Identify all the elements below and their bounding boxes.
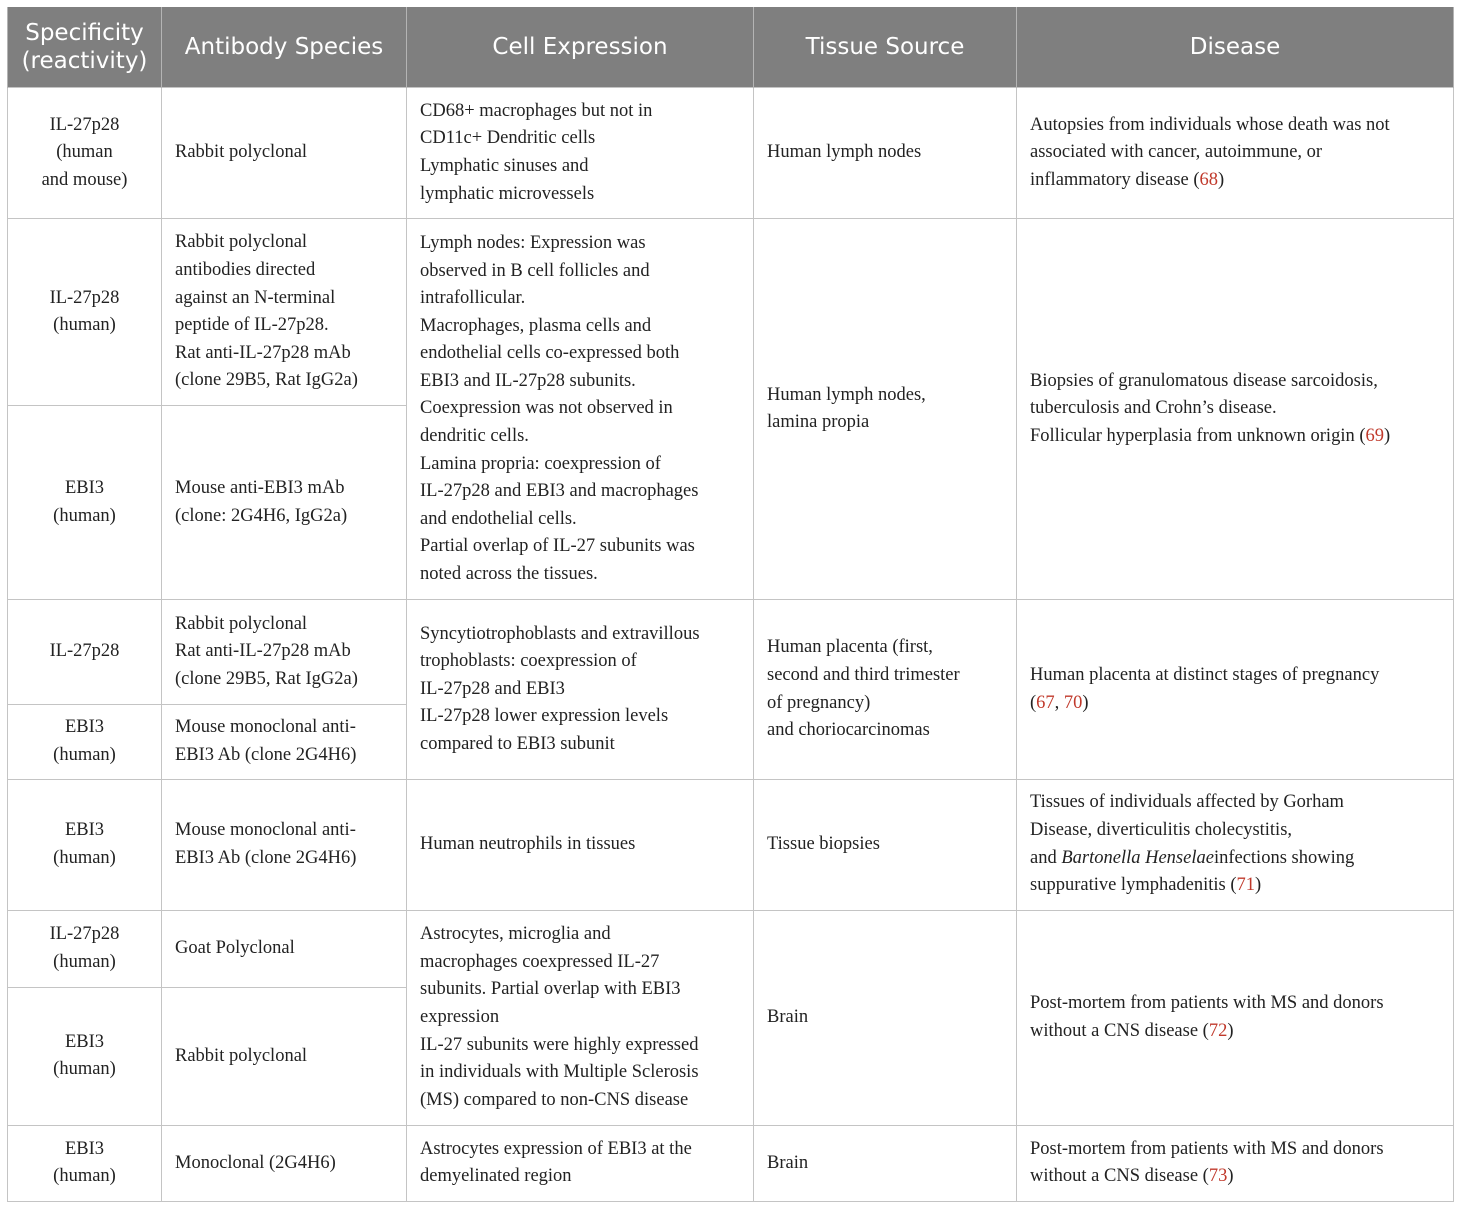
cell-expression-line: demyelinated region <box>420 1166 572 1187</box>
specificity-line: (human) <box>53 315 116 336</box>
antibody-species-line: antibodies directed <box>175 260 316 280</box>
disease-text: without a CNS disease ( <box>1030 1166 1209 1187</box>
header-tissue-source: Tissue Source <box>754 7 1017 88</box>
specificity-line: IL-27p28 <box>49 114 120 135</box>
cell-expression-cell <box>407 219 754 600</box>
cell-expression-line: Lymphatic sinuses and <box>420 156 589 177</box>
disease-text: ( <box>1030 692 1037 713</box>
table-row <box>8 600 1454 704</box>
cell-expression-line: Human neutrophils in tissues <box>420 833 636 854</box>
antibody-species-line: (clone: 2G4H6, IgG2a) <box>175 505 348 526</box>
disease-text: without a CNS disease ( <box>1030 1020 1209 1041</box>
disease-text: ) <box>1384 426 1391 447</box>
disease-cell <box>1017 910 1454 1125</box>
cell-expression-line: Astrocytes expression of EBI3 at the <box>420 1138 692 1159</box>
cell-expression-line: EBI3 and IL-27p28 subunits. <box>420 370 636 391</box>
disease-text: ) <box>1227 1166 1234 1187</box>
antibody-species-line: peptide of IL-27p28. <box>175 315 329 336</box>
disease-text: infections showing <box>1213 847 1355 868</box>
specificity-cell <box>8 987 162 1125</box>
cell-expression-line: intrafollicular. <box>420 288 526 309</box>
cell-expression-cell <box>407 88 754 219</box>
antibody-species-line: (clone 29B5, Rat IgG2a) <box>175 668 358 689</box>
antibody-species-cell <box>162 987 407 1125</box>
antibody-species-line: Rabbit polyclonal <box>175 1045 308 1066</box>
antibody-species-line: Mouse monoclonal anti- <box>175 716 356 737</box>
disease-line <box>1030 423 1440 451</box>
tissue-source-line: Human placenta (first, <box>767 637 933 658</box>
reference-link[interactable]: 67 <box>1036 692 1055 713</box>
antibody-species-cell <box>162 219 407 406</box>
disease-text: Follicular hyperplasia from unknown origin ( <box>1030 426 1366 447</box>
cell-expression-line: (MS) compared to non-CNS disease <box>420 1089 689 1110</box>
tissue-source-line: Human lymph nodes <box>767 142 922 163</box>
disease-line: (67, 70) <box>1030 692 1089 713</box>
disease-text: ) <box>1218 169 1225 190</box>
disease-line <box>1030 167 1440 195</box>
specificity-line: (human) <box>53 1166 116 1187</box>
antibody-species-line: Rabbit polyclonal <box>175 142 308 163</box>
reference-link[interactable]: 70 <box>1063 692 1083 713</box>
disease-line: Human placenta at distinct stages of pregnancy <box>1030 664 1380 685</box>
specificity-line: (human) <box>53 744 116 765</box>
reference-link[interactable]: 72 <box>1208 1020 1228 1041</box>
table-row <box>8 910 1454 987</box>
antibody-species-line: Rat anti-IL-27p28 mAb <box>175 641 351 662</box>
cell-expression-line: IL-27 subunits were highly expressed <box>420 1034 699 1055</box>
species-name: Bartonella Henselae <box>1061 847 1214 868</box>
disease-text: inflammatory disease ( <box>1030 169 1200 190</box>
specificity-line: (human) <box>53 505 116 526</box>
tissue-source-cell <box>754 779 1017 910</box>
cell-expression-line: CD68+ macrophages but not in <box>420 100 653 121</box>
antibody-species-cell <box>162 1125 407 1201</box>
cell-expression-line: Lamina propria: coexpression of <box>420 453 661 474</box>
disease-cell <box>1017 779 1454 910</box>
header-antibody-species: Antibody Species <box>162 7 407 88</box>
cell-expression-line: compared to EBI3 subunit <box>420 733 615 754</box>
disease-line: Tissues of individuals affected by Gorham <box>1030 792 1344 813</box>
tissue-source-line: and choriocarcinomas <box>767 720 930 741</box>
data-table <box>7 7 1454 1202</box>
cell-expression-line: noted across the tissues. <box>420 564 598 585</box>
disease-line <box>1030 845 1440 873</box>
specificity-cell <box>8 910 162 987</box>
disease-line: Post-mortem from patients with MS and donors <box>1030 993 1384 1014</box>
cell-expression-line: IL-27p28 and EBI3 and macrophages <box>420 481 699 502</box>
specificity-cell <box>8 600 162 704</box>
specificity-cell <box>8 88 162 219</box>
antibody-species-line: against an N-terminal <box>175 287 336 308</box>
antibody-species-line: Goat Polyclonal <box>175 937 295 958</box>
tissue-source-line: Tissue biopsies <box>767 833 880 854</box>
antibody-species-line: EBI3 Ab (clone 2G4H6) <box>175 847 357 868</box>
specificity-line: EBI3 <box>64 478 105 499</box>
disease-line: Autopsies from individuals whose death was not <box>1030 114 1390 135</box>
tissue-source-line: of pregnancy) <box>767 692 871 713</box>
disease-line <box>1030 1163 1440 1191</box>
cell-expression-line: lymphatic microvessels <box>420 183 595 204</box>
cell-expression-line: CD11c+ Dendritic cells <box>420 128 596 149</box>
antibody-species-cell <box>162 600 407 704</box>
specificity-line: (human) <box>53 951 116 972</box>
header-specificity: Specificity (reactivity) <box>8 7 162 88</box>
tissue-source-line: Human lymph nodes, <box>767 384 926 405</box>
cell-expression-line: Partial overlap of IL-27 subunits was <box>420 536 695 557</box>
antibody-species-line: Mouse monoclonal anti- <box>175 820 356 841</box>
antibody-species-cell <box>162 406 407 600</box>
specificity-line: (human) <box>53 1059 116 1080</box>
cell-expression-line: observed in B cell follicles and <box>420 260 650 281</box>
header-cell-expression: Cell Expression <box>407 7 754 88</box>
header-row <box>8 7 1454 88</box>
reference-link[interactable]: 71 <box>1236 875 1256 896</box>
disease-line: Biopsies of granulomatous disease sarcoidosis, <box>1030 370 1378 391</box>
tissue-source-cell <box>754 88 1017 219</box>
disease-line: tuberculosis and Crohn’s disease. <box>1030 398 1277 419</box>
disease-text: ) <box>1255 875 1262 896</box>
antibody-species-line: Mouse anti-EBI3 mAb <box>175 478 345 499</box>
specificity-line: IL-27p28 <box>49 924 120 945</box>
disease-text: and <box>1030 847 1062 868</box>
cell-expression-cell <box>407 600 754 779</box>
reference-link[interactable]: 68 <box>1199 169 1219 190</box>
antibody-species-cell <box>162 704 407 779</box>
disease-cell <box>1017 219 1454 600</box>
tissue-source-line: lamina propia <box>767 412 870 433</box>
table-row <box>8 88 1454 219</box>
disease-text: ) <box>1227 1020 1234 1041</box>
disease-text: suppurative lymphadenitis ( <box>1030 875 1237 896</box>
cell-expression-cell <box>407 910 754 1125</box>
cell-expression-line: Syncytiotrophoblasts and extravillous <box>420 623 700 644</box>
disease-line: associated with cancer, autoimmune, or <box>1030 142 1323 163</box>
table-row <box>8 1125 1454 1201</box>
disease-cell <box>1017 1125 1454 1201</box>
specificity-cell <box>8 406 162 600</box>
antibody-species-line: Rabbit polyclonal <box>175 613 308 634</box>
specificity-cell <box>8 219 162 406</box>
cell-expression-cell <box>407 779 754 910</box>
cell-expression-line: Macrophages, plasma cells and <box>420 315 652 336</box>
tissue-source-cell <box>754 600 1017 779</box>
disease-cell <box>1017 88 1454 219</box>
specificity-line: EBI3 <box>64 716 105 737</box>
specificity-line: EBI3 <box>64 820 105 841</box>
disease-line: Disease, diverticulitis cholecystitis, <box>1030 820 1293 841</box>
antibody-species-cell <box>162 88 407 219</box>
disease-line <box>1030 1018 1440 1046</box>
antibody-species-cell <box>162 779 407 910</box>
antibody-species-line: EBI3 Ab (clone 2G4H6) <box>175 744 357 765</box>
antibody-species-line: Monoclonal (2G4H6) <box>175 1152 336 1173</box>
cell-expression-line: Coexpression was not observed in <box>420 398 673 419</box>
antibody-species-cell <box>162 910 407 987</box>
tissue-source-cell <box>754 219 1017 600</box>
specificity-cell <box>8 704 162 779</box>
specificity-cell <box>8 779 162 910</box>
header-disease: Disease <box>1017 7 1454 88</box>
specificity-line: and mouse) <box>41 169 128 190</box>
disease-text: ) <box>1082 692 1089 713</box>
table-row <box>8 219 1454 406</box>
cell-expression-line: in individuals with Multiple Sclerosis <box>420 1062 699 1083</box>
disease-line: Post-mortem from patients with MS and donors <box>1030 1138 1384 1159</box>
tissue-source-line: second and third trimester <box>767 664 960 685</box>
antibody-species-line: (clone 29B5, Rat IgG2a) <box>175 370 358 391</box>
specificity-line: IL-27p28 <box>49 287 120 308</box>
cell-expression-line: macrophages coexpressed IL-27 <box>420 951 660 972</box>
tissue-source-line: Brain <box>767 1152 809 1173</box>
cell-expression-line: dendritic cells. <box>420 426 529 447</box>
antibody-species-line: Rabbit polyclonal <box>175 232 308 253</box>
antibody-species-line: Rat anti-IL-27p28 mAb <box>175 342 351 363</box>
cell-expression-line: endothelial cells co-expressed both <box>420 343 680 364</box>
disease-line <box>1030 872 1440 900</box>
table-row <box>8 779 1454 910</box>
specificity-line: EBI3 <box>64 1031 105 1052</box>
cell-expression-line: IL-27p28 lower expression levels <box>420 706 669 727</box>
disease-cell <box>1017 600 1454 779</box>
reference-link[interactable]: 73 <box>1208 1166 1228 1187</box>
cell-expression-line: trophoblasts: coexpression of <box>420 651 637 672</box>
cell-expression-line: IL-27p28 and EBI3 <box>420 678 565 699</box>
tissue-source-line: Brain <box>767 1006 809 1027</box>
specificity-line: (human) <box>53 847 116 868</box>
specificity-line: EBI3 <box>64 1138 105 1159</box>
specificity-line: (human <box>56 142 113 163</box>
cell-expression-line: Astrocytes, microglia and <box>420 924 611 945</box>
cell-expression-line: expression <box>420 1006 500 1027</box>
cell-expression-line: and endothelial cells. <box>420 508 577 529</box>
reference-link[interactable]: 69 <box>1365 426 1385 447</box>
tissue-source-cell <box>754 1125 1017 1201</box>
cell-expression-line: Lymph nodes: Expression was <box>420 232 646 253</box>
tissue-source-cell <box>754 910 1017 1125</box>
specificity-cell <box>8 1125 162 1201</box>
cell-expression-line: subunits. Partial overlap with EBI3 <box>420 979 681 1000</box>
specificity-line: IL-27p28 <box>49 641 120 662</box>
cell-expression-cell <box>407 1125 754 1201</box>
